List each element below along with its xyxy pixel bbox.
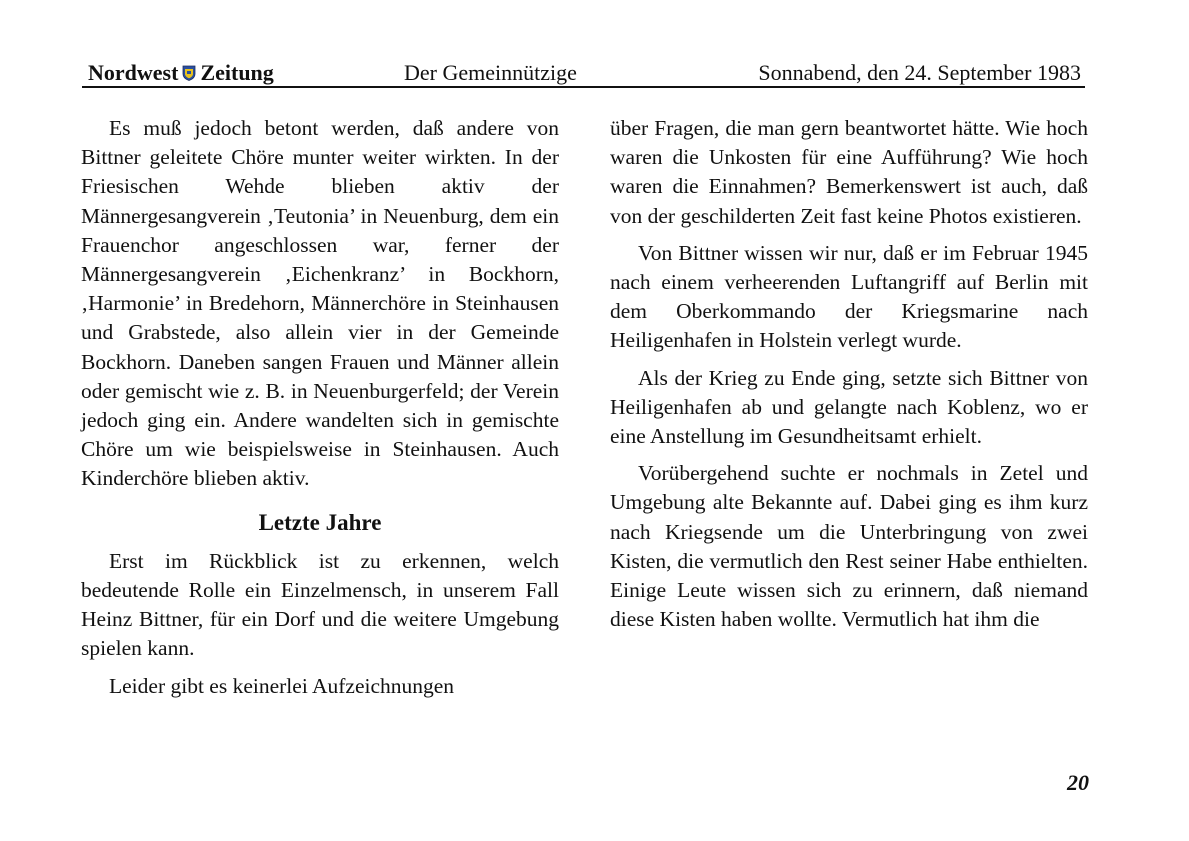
- paragraph: über Fragen, die man gern beantwortet hätte. Wie hoch waren die Unkosten für eine Aufführung? Wie hoch waren die Einnahmen? Bemerkenswert ist auch, daß von der geschilderten Zeit fast keine Photos existieren.: [610, 116, 1088, 228]
- newspaper-name-part1: Nordwest: [88, 60, 179, 85]
- right-column: [610, 114, 1088, 642]
- paragraph: Erst im Rückblick ist zu erkennen, welch bedeutende Rolle ein Einzelmensch, in unserem Fall Heinz Bittner, für ein Dorf und die weitere Umgebung spielen kann.: [81, 548, 559, 661]
- paragraph: Es muß jedoch betont werden, daß andere von Bittner geleitete Chöre munter weiter wirkten. In der Friesischen Wehde blieben aktiv der Männergesangverein ‚Teutonia’ in Neuenburg, dem ein Frauenchor angeschlossen war, ferner der Männergesangverein ‚Eichenkranz’ in Bockhorn, ‚Harmonie’ in Bredehorn, Männerchöre in Steinhausen und Grabstede, also allein vier in der Gemeinde Bockhorn. Daneben sangen Frauen und Männer allein oder gemischt wie z. B. in Neuenburgerfeld; der Verein jedoch ging ein. Andere wandelten sich in gemischte Chöre um wie beispielsweise in Steinhausen. Auch Kinderchöre blieben aktiv.: [81, 116, 559, 491]
- left-column: [81, 114, 559, 709]
- paragraph: Als der Krieg zu Ende ging, setzte sich Bittner von Heiligenhafen ab und gelangte nach Koblenz, wo er eine Anstellung im Gesundheitsamt erhielt.: [610, 365, 1088, 449]
- newspaper-name: [88, 60, 274, 86]
- section-title: Der Gemeinnützige: [404, 60, 577, 85]
- newspaper-name-part2: Zeitung: [200, 60, 274, 85]
- section-heading: Letzte Jahre: [258, 509, 382, 535]
- page-header: [82, 58, 1085, 88]
- page-number: 20: [1067, 770, 1089, 795]
- coat-of-arms-icon: [182, 65, 196, 81]
- paragraph: Von Bittner wissen wir nur, daß er im Februar 1945 nach einem verheerenden Luftangriff auf Berlin mit dem Oberkommando der Kriegsmarine nach Heiligenhafen in Holstein verlegt wurde.: [610, 240, 1088, 353]
- paragraph: Vorübergehend suchte er nochmals in Zetel und Umgebung alte Bekannte auf. Dabei ging es ihm kurz nach Kriegsende um die Unterbringung von zwei Kisten, die vermutlich den Rest seiner Habe enthielten. Einige Leute wissen sich zu erinnern, daß niemand diese Kisten haben wollte. Vermutlich hat ihm die: [610, 461, 1088, 632]
- paragraph: Leider gibt es keinerlei Aufzeichnungen: [109, 673, 455, 698]
- issue-date: Sonnabend, den 24. September 1983: [758, 60, 1081, 85]
